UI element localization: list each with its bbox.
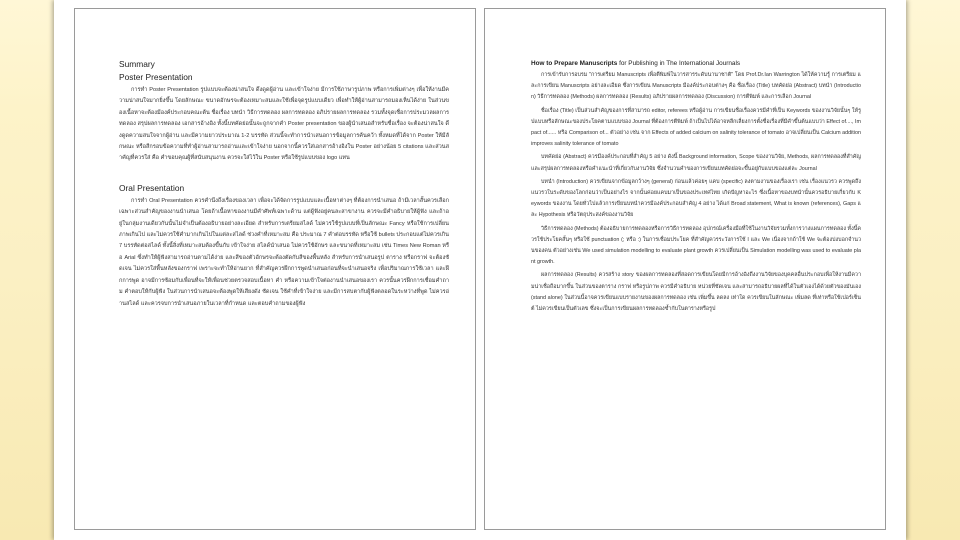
oral-presentation-heading: Oral Presentation bbox=[119, 182, 185, 193]
manuscripts-title bbox=[531, 59, 861, 69]
manuscripts-title-main: How to Prepare Manuscripts bbox=[531, 60, 618, 67]
summary-heading: Summary bbox=[119, 59, 155, 69]
page-right-content bbox=[531, 59, 861, 519]
document-page-right bbox=[484, 8, 886, 530]
intro-paragraph: การเข้ารับการอบรม "การเตรียม Manuscripts เพื่อตีพิมพ์ในวารสารระดับนานาชาติ" โดย Prof.Dr.Ian Warrington ได้ให้ความรู้ การเตรียม และการเขียน Manuscripts อย่างละเอียด ซึ่งการเขียน Manuscripts มีองค์ประกอบต่างๆ คือ ชื่อเรื่อง (Title) บทคัดย่อ (Abstract) บทนำ (Introduction) วิธีการทดลอง (Methods) ผลการทดลอง (Results) อภิปรายผลการทดลอง (Discussion) การตีพิมพ์ และการเลือก Journal bbox=[531, 72, 861, 101]
results-paragraph: ผลการทดลอง (Results) ควรสร้าง story ของผลการทดลองที่สอดการเขียนโดยมีการอ้างอิงถึงงานวิจัยของบุคคลอื่นประกอบเพื่อให้งานมีความน่าเชื่อถือมากขึ้น ในส่วนของตาราง กราฟ หรือรูปภาพ ควรมีคำอธิบาย หน่วยที่ชัดเจน และสามารถอธิบายผลที่ได้ในตัวเองได้ด้วยตัวของมันเอง (stand alone) ในส่วนนี้อาจควรเขียนแบบรายงานของผลการทดลอง เช่น เพิ่มขึ้น ลดลง เท่าใด ควรเขียนในลักษณะ เพิ่มลด ที่เท่าหรือใช้เปอร์เซ็นต์ ไม่ควรเขียนเป็นตัวเลข ซึ่งจะเป็นการเขียนผลการทดลองซ้ำกับในตารางหรือรูป bbox=[531, 272, 861, 313]
document-page-left bbox=[74, 8, 476, 530]
methods-paragraph: วิธีการทดลอง (Methods) ต้องอธิบายการทดลองหรือการวิธีการทดลอง อุปกรณ์เครื่องมือที่ใช้ในงานวิจัยรวมทั้งการวางแผนการทดลอง ทั้งนี้ควรใช้ประโยคสั้นๆ หรือใช้ punctuation (; หรือ :) ในการเชื่อมประโยค ที่สำคัญควรระวังการใช้ I และ We เนื่องจากถ้าใช้ We จะต้องบ่งบอกจำนวนของคน ตัวอย่างเช่น We used simulation modelling to evaluate plant growth ควรเปลี่ยนเป็น Simulation modelling was used to evaluate plant growth. bbox=[531, 225, 861, 266]
introduction-paragraph: บทนำ (Introduction) ควรเขียนจากข้อมูลกว้างๆ (general) ก่อนแล้วค่อยๆ แคบ (specific) ลงตามงานของเรื่องเรา เช่น เรื่องแนวรว ควรพูดถึงแนวรวในระดับของโลกก่อนว่าเป็นอย่างไร จากนั้นค่อยแคบมาเป็นของประเทศไทย เกิดปัญหาอะไร ซึ่งเนื้อหาของบทนำนั้นควรอธิบายเกี่ยวกับ Keywords ของงาน โดยทั่วไปแล้วการเขียนบทนำควรมีองค์ประกอบสำคัญ 4 อย่าง ได้แก่ Broad statement, What is known (references), Gaps และ Hypothesis หรือวัตถุประสงค์ของงานวิจัย bbox=[531, 178, 861, 219]
title-paragraph: ชื่อเรื่อง (Title) เป็นส่วนสำคัญของการที่สามารถ editor, referees หรือผู้อ่าน การเขียนชื่อเรื่องควรมีคำที่เป็น Keywords ของงานวิจัยนั้นๆ ให้รูปแบบหรือลักษณะของประโยคตามแบบของ Journal ที่ต้องการตีพิมพ์ ถ้าเป็นไปได้อาจหลีกเลี่ยงการตั้งชื่อเรื่องที่มีคำขึ้นต้นแบบว่า Effect of...., Impact of...... หรือ Comparison of... ตัวอย่าง เช่น จาก Effects of added calcium on salinity tolerance of tomato อาจเปลี่ยนเป็น Calcium addition improves salinity tolerance of tomato bbox=[531, 107, 861, 148]
poster-presentation-paragraph: การทำ Poster Presentation รูปแบบจะต้องน่าสนใจ ดึงดูดผู้อ่าน และเข้าใจง่าย มีการใช้ภาษารูปภาพ หรือการเพิ่มต่างๆ เพื่อให้งานมีความน่าสนใจมากยิ่งขึ้น โดยลักษณะ ขนาดอักษรจะต้องเหมาะสมและใช้เพื่อจุดรูปแบบเดียว เพื่อทำให้ผู้อ่านสามารถมองเห็นได้ง่าย ในส่วนของเนื้อหาจะต้องมีองค์ประกอบคณะต้น ชื่อเรื่อง บทนำ วิธีการทดลอง ผลการทดลอง อภิปรายผลการทดลอง รวมทั้งจุดเชื่อการประมวลผลการทดลอง สรุปผลการทดลอง เอกสารอ้างอิง ทั้งนี้บทคัดย่อนั้นจะถูกจากคำ Poster presentation ของผู้นำเสนอสำหรับชื่อเรื่อง จะต้องน่าสนใจ ดึงดูดความสนใจจากผู้อ่าน และมีความยาวประมาณ 1-2 บรรทัด ส่วนนี้จะทำการนำเสนอการข้อมูลการค้นคว้า ทั้งหมดที่ได้จาก Poster ให้มีลักษณะ หรือสีกรอบข้อความที่ทำผู้อ่านสามารถอ่านและเข้าใจง่าย นอกจากนี้ควรใส่เอกสารอ้างอิงใน Poster อย่างน้อย 5 citations และส่วนสำคัญที่ควรใส่ คือ คำขอบคุณผู้ที่สนับสนุนงาน ควรจะใส่ไว้ใน Poster หรือใช้รูปแบบของ logo แทน bbox=[119, 87, 449, 162]
abstract-paragraph: บทคัดย่อ (Abstract) ควรมีองค์ประกอบที่สำคัญ 5 อย่าง ดังนี้ Background information, Scope ของงานวิจัย, Methods, ผลการทดลองที่สำคัญ และสรุปผลการทดลองหรือคำแนะนำที่เกี่ยวกับงานวิจัย ซึ่งจำนวนคำของการเขียนบทคัดย่อจะขึ้นอยู่กับแบบของแต่ละ Journal bbox=[531, 154, 861, 172]
page-left-content bbox=[119, 59, 449, 519]
oral-presentation-paragraph: การทำ Oral Presentation ควรคำนึงถึงเรื่องของเวลา เพื่อจะได้จัดการรูปแบบและเนื้อหาต่างๆ ที่ต้องการนำเสนอ ถ้ามีเวลาสั้นควรเลือกเฉพาะส่วนสำคัญของงานนำเสนอ โดยถ้าเนื้อหาของงานมีคำศัพท์เฉพาะด้าน แต่ผู้ฟังอยู่คนละสาขางาน ควรจะมีคำอธิบายให้ผู้ฟัง และถ้าอยู่ในกลุ่มงานเดียวกันนั้นไม่จำเป็นต้องอธิบายอย่างละเอียด สำหรับการเตรียมสไลด์ ไม่ควรใช้รูปแบบที่เป็นลักษณะ Fancy หรือใช้การเปลี่ยนภาพเกินไป และไม่ควรใช้คำมากเกินไปในแต่ละสไลด์ ช่วงคำที่เหมาะสม คือ ประมาณ 7 คำต่อบรรทัด หรือใช้ bullets ประกอบแต่ไม่ควรเกิน 7 บรรทัดต่อสไลด์ ทั้งนี้สิ่งที่เหมาะสมต้องขึ้นกับ เข้าใจง่าย สไลด์นำเสนอ ไม่ควรใช้อักษร และขนาดที่เหมาะสม เช่น Times New Roman หรือ Arial ซึ่งทำให้ผู้ฟังสามารถอ่านตามได้ง่าย และสีของตัวอักษรจะต้องตัดกับสีของพื้นหลัง สำหรับการนำเสนอรูป ตาราง หรือกราฟ จะต้องชัดเจน ไม่ควรใส่พื้นหลังของกราฟ เพราะจะทำให้อ่านยาก ที่สำคัญควรฝึกการพูดนำเสนอก่อนที่จะนำเสนอจริง เพื่อปริมาณการใช้เวลา และฝึกการพูด อาจมีการซ้อมกับเพื่อนที่จะให้เพื่อนช่วยตรวจสอบเนื้อหา คำ หรือความเข้าใจต่องานนำเสนอของเรา ควรนั้นควรฝึกการเชื่อมคำถาม คำตอบให้กับผู้ฟัง ในส่วนการนำเสนอจะต้องพูดให้เสียงดัง ชัดเจน ใช้คำที่เข้าใจง่าย และมีการสบตากับผู้ฟังตลอดในระหว่างที่พูด ไม่ควรอ่านสไลด์ และควรจบการนำเสนอภายในเวลาที่กำหนด และตอบคำถามของผู้ฟัง bbox=[119, 197, 449, 307]
poster-presentation-heading: Poster Presentation bbox=[119, 72, 193, 82]
manuscripts-title-sub: for Publishing in The International Journals bbox=[617, 60, 741, 67]
